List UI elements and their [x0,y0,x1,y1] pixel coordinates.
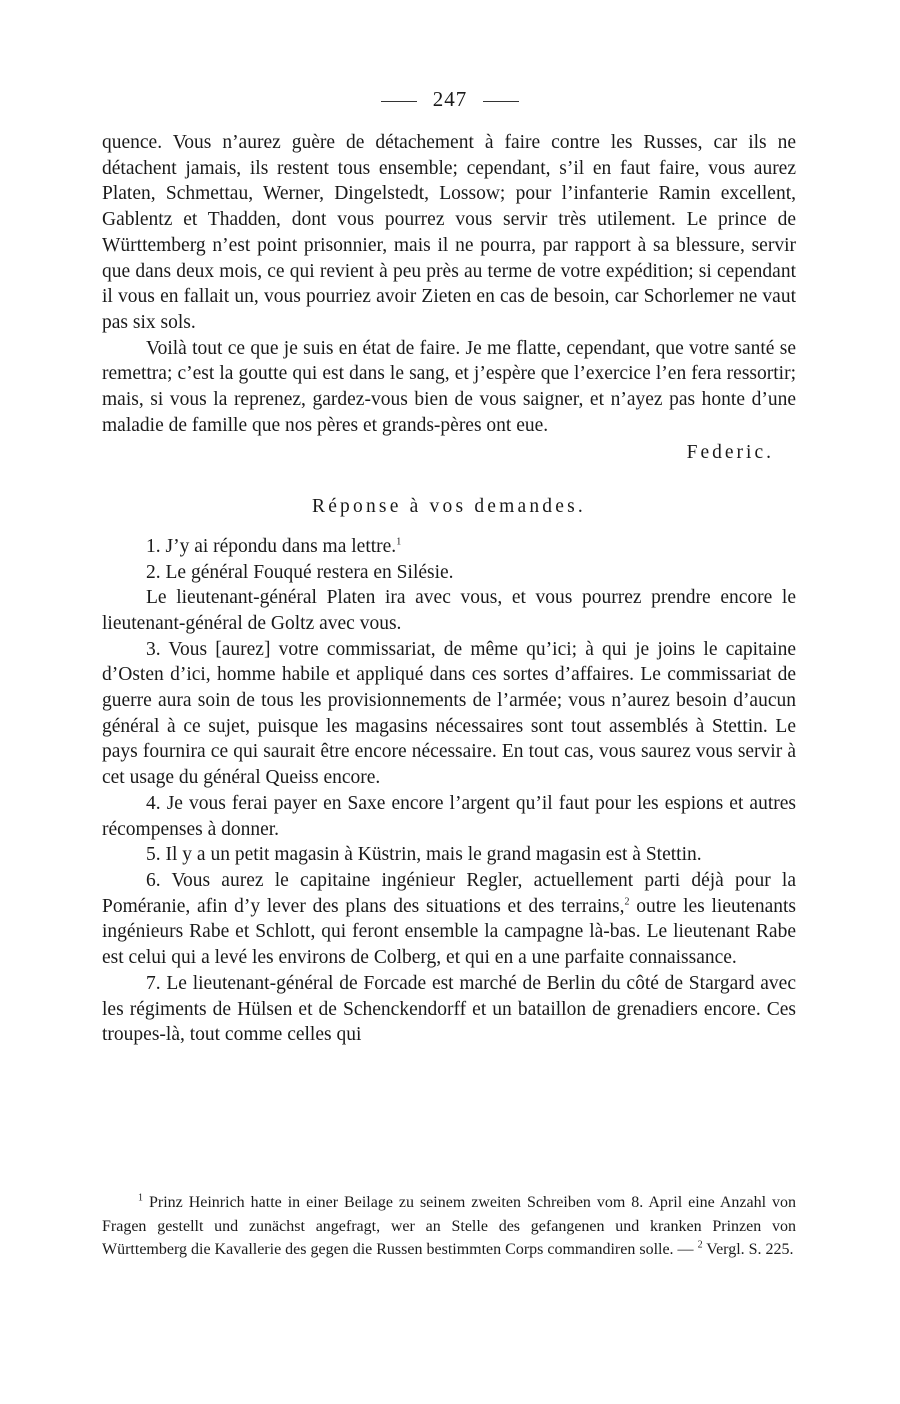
footnote-marker-2: 2 [697,1239,703,1251]
footnote-ref-1: 1 [396,536,402,548]
footnote-1-text: Prinz Heinrich hatte in einer Beilage zu seinem zweiten Schreiben vom 8. April eine Anzahl von Fragen gestellt und zunächst angefragt, wer an Stelle des gefangenen und kranken Prinzen von Württemberg die Kavallerie des gegen die Russen bestimmten Corps commandiren solle. — [102,1194,796,1258]
header-dash-right [483,101,519,102]
page-header [0,84,900,114]
footnote-1 [102,1191,796,1262]
signature: Federic. [686,442,774,464]
page-number: 247 [432,87,468,111]
answer-item-1 [102,534,796,560]
answer-item-7: 7. Le lieutenant-général de Forcade est marché de Berlin du côté de Stargard avec les régiments de Hülsen et de Schenckendorff et un bataillon de grenadiers encore. Ces troupes-là, tout comme celles qui [102,972,796,1046]
answer-item-4: 4. Je vous ferai payer en Saxe encore l’argent qu’il faut pour les espions et autres récompenses à donner. [102,792,796,840]
footnote-marker-1: 1 [138,1192,143,1204]
footnote-ref-2: 2 [624,896,630,908]
header-dash-left [381,101,417,102]
answer-item-6 [102,868,796,971]
answer-item-2-continued: Le lieutenant-général Platen ira avec vous, et vous pourrez prendre encore le lieutenant-général de Goltz avec vous. [102,587,796,634]
page-body [102,130,796,1048]
answer-item-1-text: 1. J’y ai répondu dans ma lettre. [146,535,397,557]
letter-paragraph-1: quence. Vous n’aurez guère de détachement à faire contre les Russes, car ils ne détachent jamais, ils restent tous ensemble; cependant, s’il en faut faire, vous aurez Platen, Schmettau, Werner, Dingelstedt, Lossow; pour l’infanterie Ramin excellent, Gablentz et Thadden, dont vous pourrez vous servir très utilement. Le prince de Württemberg n’est point prisonnier, mais il ne pourra, par rapport à sa blessure, servir que dans deux mois, ce qui revient à peu près au terme de votre expédition; si cependant il vous en fallait un, vous pourriez avoir Zieten en cas de besoin, car Schorlemer ne vaut pas six sols. [102,132,796,333]
footnotes [102,1191,796,1262]
answer-item-3: 3. Vous [aurez] votre commissariat, de même qu’ici; à qui je joins le capitaine d’Osten d’ici, homme habile et appliqué dans ces sortes d’affaires. Le commissariat de guerre aura soin de tous les provisionnements de l’armée; vous n’aurez besoin d’aucun général à ce sujet, puisque les magasins nécessaires sont tout assemblés à Stettin. Le pays fournira ce qui saurait être encore nécessaire. En tout cas, vous saurez vous servir à cet usage du général Queiss encore. [102,638,796,789]
footnote-2-text: Vergl. S. 225. [706,1241,794,1258]
letter-paragraph-2: Voilà tout ce que je suis en état de faire. Je me flatte, cependant, que votre santé se remettra; c’est la goutte qui est dans le sang, et j’espère que l’exercice l’en fera ressortir; mais, si vous la reprenez, gardez-vous bien de vous saigner, et n’ayez pas honte d’une maladie de famille que nos pères et grands-pères ont eue. [102,337,796,436]
section-title: Réponse à vos demandes. [312,496,586,518]
answer-item-6-text-a: 6. Vous aurez le capitaine ingénieur Regler, actuellement parti déjà pour la Poméranie, afin d’y lever des plans des situations et des terrains, [102,869,796,917]
answer-item-6-text-b: outre les lieutenants ingénieurs Rabe et Schlott, qui feront ensemble la campagne là-bas. Le lieutenant Rabe est celui qui a levé les environs de Colberg, et qui en a une parfaite connaissance. [102,895,796,969]
answer-item-2: 2. Le général Fouqué restera en Silésie. [146,561,454,583]
answer-item-5: 5. Il y a un petit magasin à Küstrin, mais le grand magasin est à Stettin. [146,844,702,866]
